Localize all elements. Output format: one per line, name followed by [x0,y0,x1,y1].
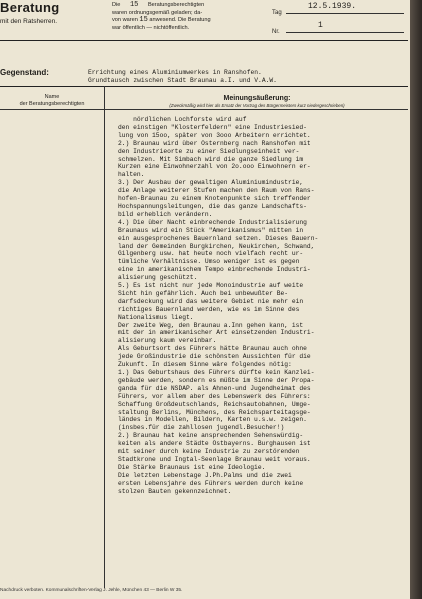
nr-label: Nr. [272,29,280,35]
opinion-rule [0,109,408,110]
body-line: die Anlage weiterer Stufen machen den Raum von Rans- [118,187,315,195]
body-line: alisierung kaum vereinbar. [118,337,217,345]
body-line: Stadtkrone und Ingtal-Seenlage Braunau weit voraus. [118,455,311,463]
body-line: 3.) Der Ausbau der gewaltigen Aluminiumindustrie, [118,179,304,187]
body-line: tümliche Verhältnisse. Umso weniger ist es gegen [118,258,300,266]
body-line: lung von 15oo, später von 3ooo Arbeitern errichtet. [118,131,311,139]
body-line: Als Geburtsort des Führers hätte Braunau auch ohne [118,345,307,353]
body-line: Zukunft. In diesem Sinne wäre folgendes nötig: [118,361,292,369]
tag-underline [286,13,404,14]
header-rule [0,40,408,41]
body-line: Braunaus wird ein Stück "Amerikanismus" mitten in [118,226,304,234]
subject-text: Errichtung eines Aluminiumwerkes in Ranshofen. Grundtausch zwischen Stadt Braunau a.I. und V.A.W. [88,69,277,84]
tag-value: 12.5.1939. [308,2,357,11]
opinion-heading: Meinungsäußerung: [223,95,291,102]
body-line: jede Großindustrie die schönsten Aussichten für die [118,353,311,361]
body-line: keiten als andere Städte Ostbayerns. Burghausen ist [118,440,311,448]
body-line: gebäude werden, sondern es müßte im Sinne der Propa- [118,376,315,384]
tag-label: Tag [272,10,282,16]
body-line: Sicht hin gefährlich. Auch bei unbewußter Be- [118,289,289,297]
body-line: Gilgenberg usw. hat heute noch vielfach recht ur- [118,250,304,258]
names-column [0,86,105,588]
body-line: 4.) Die über Nacht einbrechende Industrialisierung [118,218,307,226]
body-line: darfsdeckung wird das weitere Gebiet nie mehr ein [118,297,304,305]
body-line: ländes in Modellen, Bildern, Karten u.s.w. zeigen. [118,416,307,424]
body-line: ersten Lebensjahre des Führers werden durch keine [118,479,304,487]
body-line: ein ausgesprochenes Bauernland setzen. Dieses Bauern- [118,234,319,242]
scan-edge [410,0,422,599]
body-line: 5.) Es ist nicht nur jede Monoindustrie auf weite [118,282,304,290]
typed-body-text [118,116,318,496]
body-line: alisierung geschützt. [118,274,198,282]
body-line: Die letzten Lebenstage J.Ph.Palms und die zwei [118,471,292,479]
body-line: Hochspannungsleitungen, die das ganze Landschafts- [118,202,307,210]
names-column-heading: Name der Beratungsberechtigten [19,94,85,107]
publisher-footer: Nachdruck verboten. Kommunalschriften-Verlag J. Jehle, München 43 — Berlin W 35. [0,588,183,593]
nr-underline [286,32,404,33]
body-line: Kurzen eine Einwohnerzahl von 2o.ooo Einwohnern er- [118,163,311,171]
form-title: Beratung [0,0,60,15]
body-line: 2.) Braunau wird über Osternberg nach Ranshofen mit [118,139,311,147]
nr-value: 1 [318,21,323,30]
body-line: Nationalismus liegt. [118,313,194,321]
body-line: staltung Berlins, Münchens, des Reichsparteitagsge- [118,408,311,416]
body-line: Die Stärke Braunaus ist eine Ideologie. [118,463,266,471]
present-count: 15 [129,1,139,9]
body-line: Der zweite Weg, den Braunau a.Inn gehen kann, ist [118,321,304,329]
opinion-subheading: (Zweckmäßig wird hier als Ersatz der Vortrag des Bürgermeisters kurz niedergeschrieben) [169,103,345,108]
body-line: mit der in amerikanischer Art einsetzenden Industri- [118,329,315,337]
attendance-box: Die 15 Beratungsberechtigten waren ordnungsgemäß geladen; da- von waren 15 anwesend. Die Beratung war öffentlich — nichtöffentlich. [112,1,211,31]
body-line: den einstigen "Klosterfeldern" eine Industriesied- [118,123,307,131]
body-line: land der Gemeinden Burgkirchen, Neukirchen, Schwand, [118,242,315,250]
body-line: 2.) Braunau hat keine ansprechenden Sehenswürdig- [118,432,304,440]
body-line: eine in amerikanischem Tempo einbrechende Industri- [118,266,311,274]
body-line: 1.) Das Geburtshaus des Führers dürfte kein Kanzlei- [118,369,315,376]
body-line: Führers, vor allem aber des Lebenswerk des Führers: [118,392,311,400]
body-line: (insbes.für die zahllosen jugendl.Besucher!) [118,424,285,432]
body-line: schmelzen. Mit Simbach wird die ganze Siedlung im [118,155,304,163]
body-line: stolzen Bauten gekennzeichnet. [118,487,232,495]
body-line: Schaffung Großdeutschlands, Reichsautobahnen, Umge- [118,400,311,408]
body-line: bild erheblich verändern. [118,210,213,218]
subject-label: Gegenstand: [0,68,49,77]
form-subtitle: mit den Ratsherren. [0,18,58,25]
body-line: den Industrieorte zu einer Siedlungseinheit ver- [118,147,300,155]
attending-count: 15 [139,16,148,25]
body-line: ganda für die NSDAP. als Ahnen-und Jugendheimat des [118,384,311,392]
body-line: richtiges Bauernland werden, wie es im Sinne des [118,305,300,313]
body-line: halten. [118,171,145,179]
body-line: nördlichen Lochforste wird auf [118,116,247,123]
body-line: mit seiner durch keine Industrie zu zerstörenden [118,448,300,456]
body-line: hofen-Braunau zu einem Knotenpunkte sich treffender [118,195,311,203]
